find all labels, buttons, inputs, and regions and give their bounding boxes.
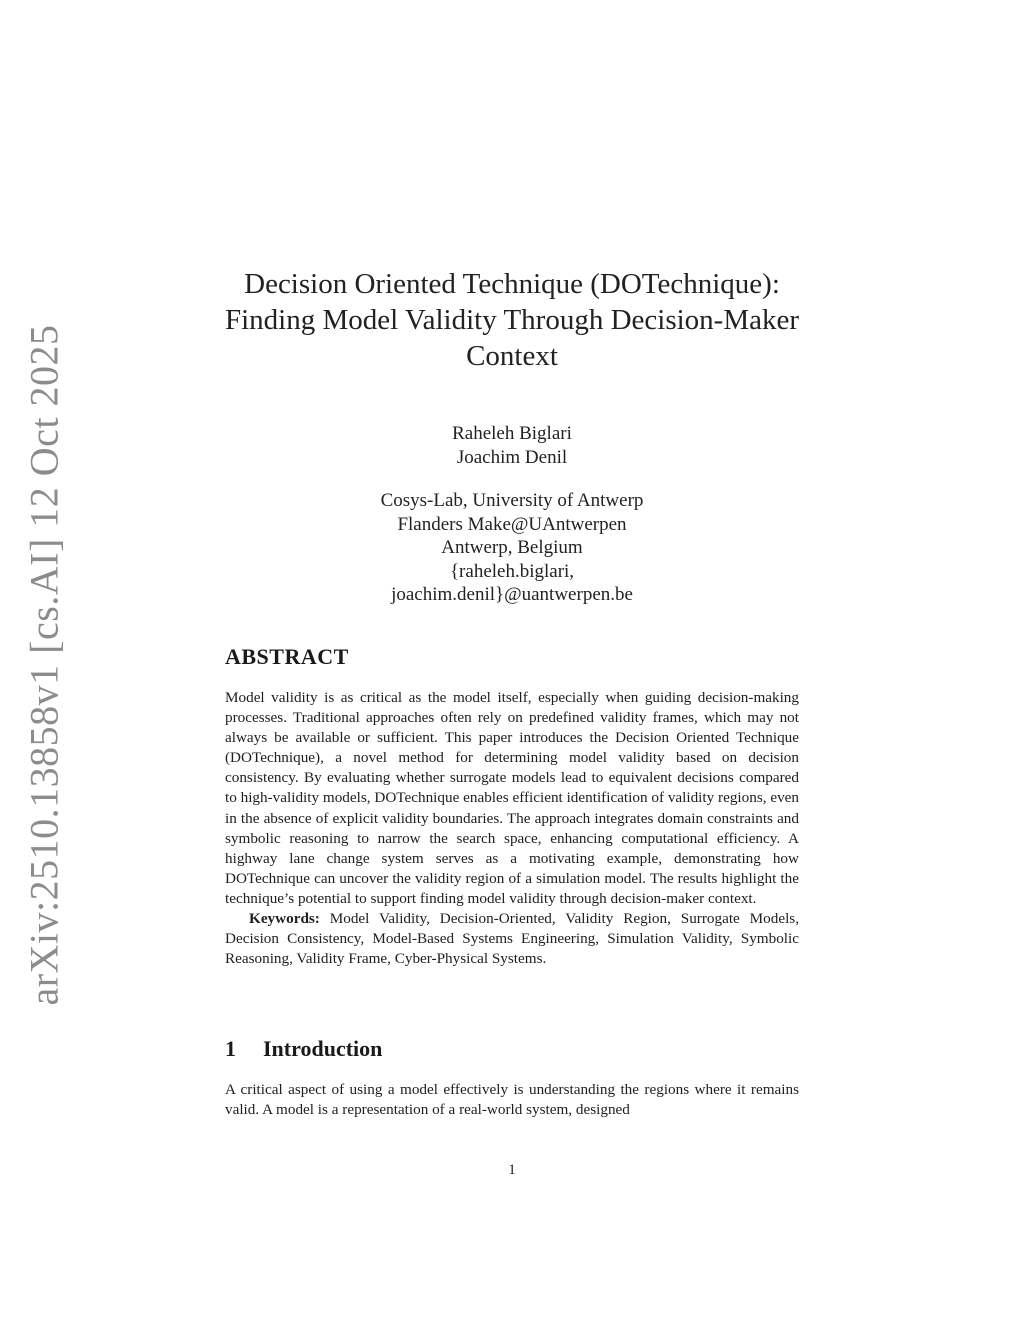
title-line-1: Decision Oriented Technique (DOTechnique):	[244, 268, 780, 300]
affiliation-block	[224, 489, 800, 607]
author-list	[224, 422, 800, 470]
title-block	[224, 266, 800, 374]
title-line-3: Context	[466, 340, 558, 372]
paper-title	[224, 266, 800, 374]
affiliation-line: Flanders Make@UAntwerpen	[397, 513, 627, 535]
email-line: {raheleh.biglari,	[449, 560, 575, 582]
abstract-heading: ABSTRACT	[225, 644, 349, 669]
introduction-text: A critical aspect of using a model effectively is understanding the regions where it remains valid. A model is a representation of a real-world system, designed	[225, 1081, 799, 1119]
title-line-2: Finding Model Validity Through Decision-Maker	[224, 304, 800, 336]
affiliation-line: Cosys-Lab, University of Antwerp	[380, 490, 644, 511]
page-number: 1	[508, 1162, 516, 1178]
section-title: Introduction	[263, 1036, 383, 1061]
section-number: 1	[225, 1036, 236, 1061]
keywords-paragraph	[225, 909, 799, 969]
abstract-text: Model validity is as critical as the model itself, especially when guiding decision-making processes. Traditional approaches often rely on predefined validity frames, which may not always be available or sufficient. This paper introduces the Decision Oriented Technique (DOTechnique), a novel method for determining model validity based on decision consistency. By evaluating whether surrogate models lead to equivalent decisions compared to high-validity models, DOTechnique enables efficient identification of validity regions, even in the absence of explicit validity boundaries. The approach integrates domain constraints and symbolic reasoning to narrow the search space, enhancing computational efficiency. A highway lane change system serves as a motivating example, demonstrating how DOTechnique can uncover the validity region of a simulation model. The results highlight the technique’s potential to support finding model validity through decision-maker context.	[225, 689, 799, 907]
abstract-body	[225, 688, 799, 969]
section-heading-introduction	[225, 1036, 382, 1062]
author-name: Joachim Denil	[456, 447, 568, 468]
email-line: joachim.denil}@uantwerpen.be	[391, 584, 633, 605]
author-name: Raheleh Biglari	[452, 423, 572, 444]
keywords-label: Keywords:	[249, 910, 320, 928]
affiliation-line: Antwerp, Belgium	[441, 537, 583, 558]
arxiv-identifier-stamp: arXiv:2510.13858v1 [cs.AI] 12 Oct 2025	[21, 324, 67, 1006]
keywords-text: Model Validity, Decision-Oriented, Validity Region, Surrogate Models, Decision Consistency, Model-Based Systems Engineering, Simulation Validity, Symbolic Reasoning, Validity Frame, Cyber-Physical Systems.	[225, 910, 800, 968]
introduction-body	[225, 1080, 799, 1120]
